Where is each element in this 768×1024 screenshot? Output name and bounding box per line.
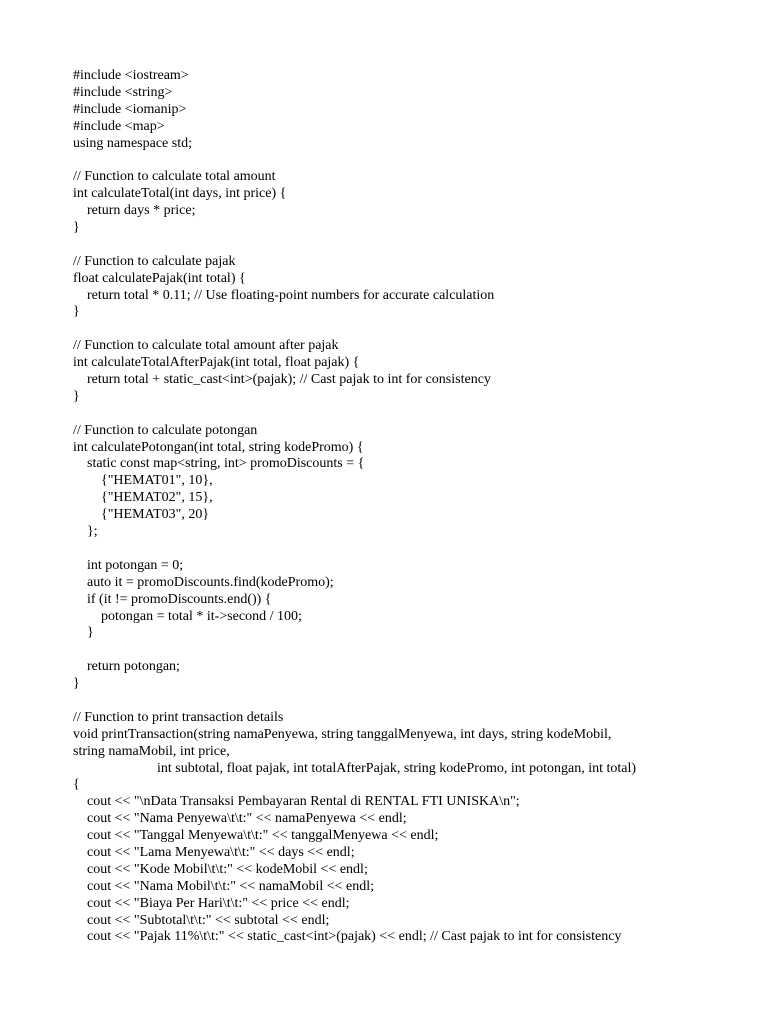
code-line: {"HEMAT02", 15}, <box>73 490 213 506</box>
code-line: cout << "\nData Transaksi Pembayaran Rental di RENTAL FTI UNISKA\n"; <box>73 794 520 810</box>
code-line: { <box>73 777 80 793</box>
code-line <box>73 406 733 423</box>
code-line: // Function to print transaction details <box>73 709 284 725</box>
code-line: #include <map> <box>73 118 165 134</box>
code-line: int calculateTotalAfterPajak(int total, float pajak) { <box>73 355 360 371</box>
code-line: } <box>73 676 80 692</box>
code-line: cout << "Lama Menyewa\t\t:" << days << endl; <box>73 844 355 860</box>
code-line: // Function to calculate potongan <box>73 422 258 438</box>
code-line: return total * 0.11; // Use floating-point numbers for accurate calculation <box>73 287 495 303</box>
code-line: } <box>73 625 94 641</box>
code-line <box>73 152 733 169</box>
code-line: #include <string> <box>73 84 173 100</box>
code-line: string namaMobil, int price, <box>73 743 230 759</box>
code-line: cout << "Kode Mobil\t\t:" << kodeMobil << endl; <box>73 861 368 877</box>
code-line: {"HEMAT03", 20} <box>73 507 210 523</box>
code-line: if (it != promoDiscounts.end()) { <box>73 591 272 607</box>
code-line: int calculatePotongan(int total, string kodePromo) { <box>73 439 364 455</box>
code-line: potongan = total * it->second / 100; <box>73 608 302 624</box>
code-listing <box>73 68 733 946</box>
code-line: cout << "Nama Mobil\t\t:" << namaMobil << endl; <box>73 878 375 894</box>
code-line: cout << "Tanggal Menyewa\t\t:" << tanggalMenyewa << endl; <box>73 828 439 844</box>
code-line: } <box>73 220 80 236</box>
code-line: // Function to calculate total amount <box>73 169 276 185</box>
code-line: return days * price; <box>73 203 196 219</box>
code-line: return total + static_cast<int>(pajak); // Cast pajak to int for consistency <box>73 372 491 388</box>
code-line: // Function to calculate pajak <box>73 253 236 269</box>
code-line: } <box>73 388 80 404</box>
code-line: cout << "Subtotal\t\t:" << subtotal << endl; <box>73 912 330 928</box>
code-line: } <box>73 304 80 320</box>
code-line: }; <box>73 524 98 540</box>
code-line: // Function to calculate total amount after pajak <box>73 338 339 354</box>
code-line: float calculatePajak(int total) { <box>73 270 246 286</box>
code-line: #include <iomanip> <box>73 101 187 117</box>
code-line: auto it = promoDiscounts.find(kodePromo); <box>73 574 334 590</box>
code-line: {"HEMAT01", 10}, <box>73 473 213 489</box>
code-line: cout << "Nama Penyewa\t\t:" << namaPenyewa << endl; <box>73 811 407 827</box>
code-line <box>73 321 733 338</box>
code-line: return potongan; <box>73 659 180 675</box>
code-line: void printTransaction(string namaPenyewa, string tanggalMenyewa, int days, string kodeMobil, <box>73 726 612 742</box>
code-line: int potongan = 0; <box>73 557 184 573</box>
code-line <box>73 693 733 710</box>
code-line: #include <iostream> <box>73 68 189 83</box>
code-line: cout << "Biaya Per Hari\t\t:" << price << endl; <box>73 895 350 911</box>
code-line: static const map<string, int> promoDiscounts = { <box>73 456 365 472</box>
code-line: using namespace std; <box>73 135 192 151</box>
code-line <box>73 237 733 254</box>
code-line: int calculateTotal(int days, int price) { <box>73 186 287 202</box>
code-line <box>73 541 733 558</box>
code-line: int subtotal, float pajak, int totalAfterPajak, string kodePromo, int potongan, int total) <box>73 760 637 776</box>
code-line <box>73 642 733 659</box>
code-line: cout << "Pajak 11%\t\t:" << static_cast<int>(pajak) << endl; // Cast pajak to int for consistency <box>73 929 622 945</box>
